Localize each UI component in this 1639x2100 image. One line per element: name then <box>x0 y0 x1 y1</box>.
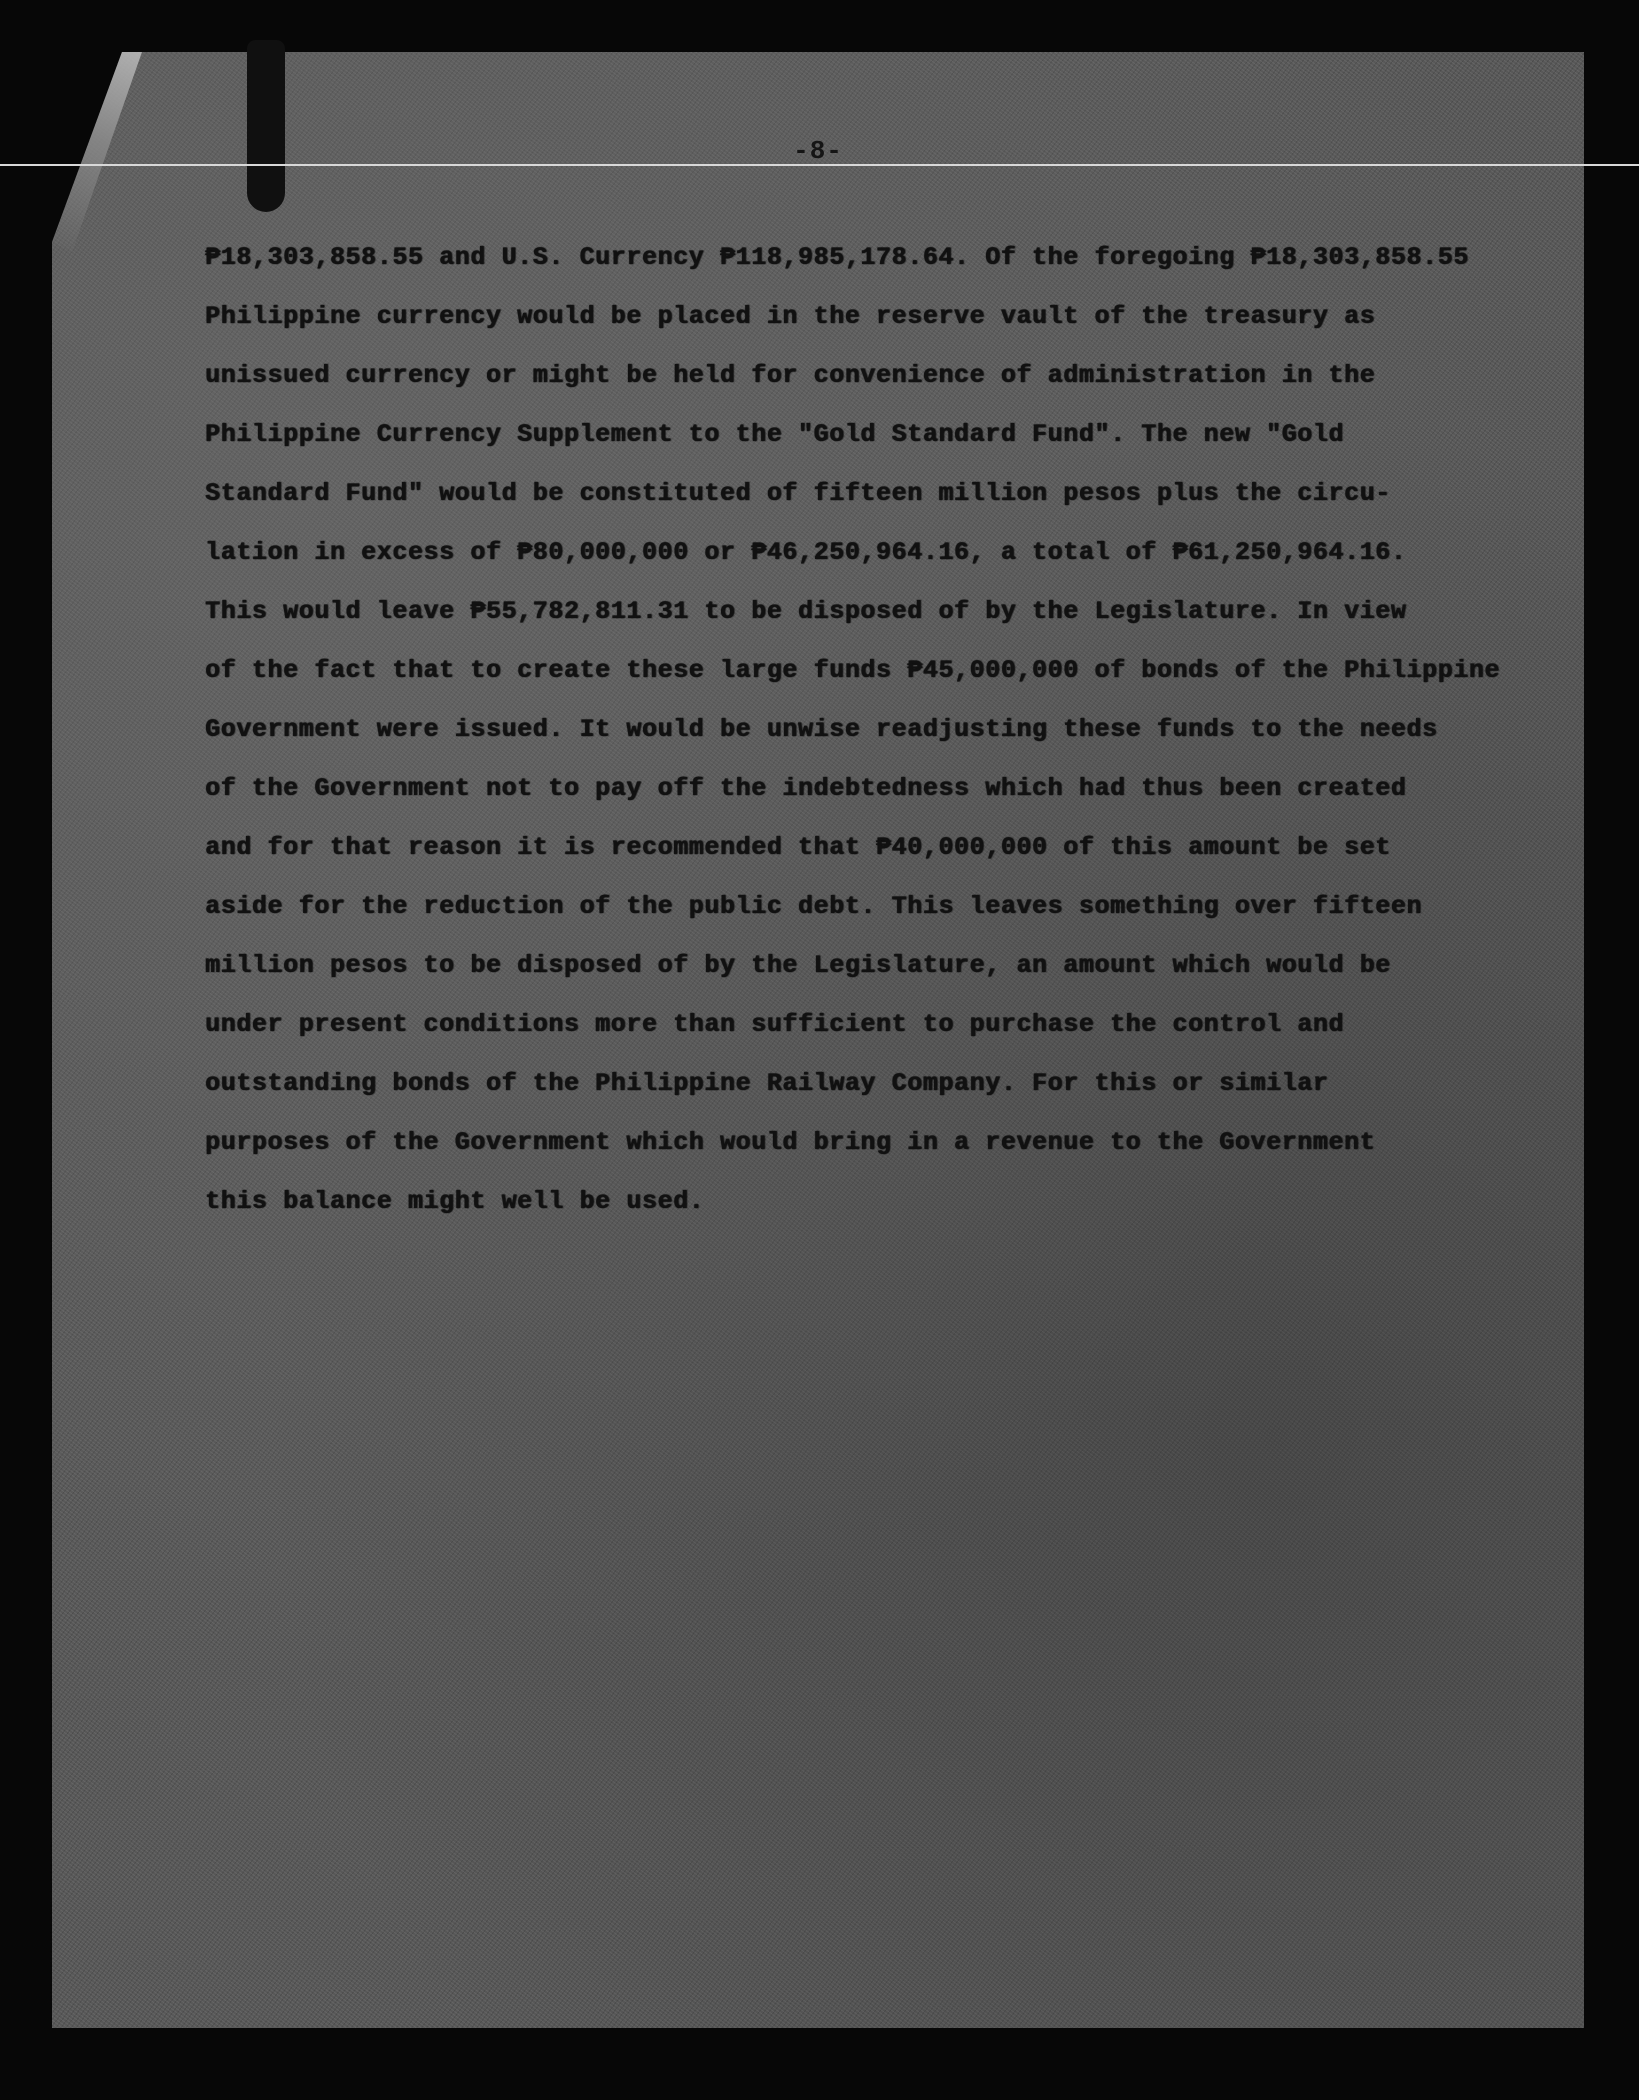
body-text <box>205 228 1505 1231</box>
text-line: of the fact that to create these large funds ₱45,000,000 of bonds of the Philippine <box>205 656 1501 685</box>
text-line: outstanding bonds of the Philippine Railway Company. For this or similar <box>205 1069 1329 1098</box>
text-line: Government were issued. It would be unwise readjusting these funds to the needs <box>205 715 1438 744</box>
text-line: million pesos to be disposed of by the Legislature, an amount which would be <box>205 951 1391 980</box>
text-line: and for that reason it is recommended that ₱40,000,000 of this amount be set <box>205 833 1391 862</box>
text-line: aside for the reduction of the public debt. This leaves something over fifteen <box>205 892 1422 921</box>
text-line: this balance might well be used. <box>205 1187 705 1216</box>
text-line: unissued currency or might be held for convenience of administration in the <box>205 361 1376 390</box>
text-line: ₱18,303,858.55 and U.S. Currency ₱118,985,178.64. Of the foregoing ₱18,303,858.55 <box>205 243 1469 272</box>
text-line: Standard Fund" would be constituted of fifteen million pesos plus the circu- <box>205 479 1391 508</box>
text-line: Philippine Currency Supplement to the "Gold Standard Fund". The new "Gold <box>205 420 1344 449</box>
text-line: This would leave ₱55,782,811.31 to be disposed of by the Legislature. In view <box>205 597 1407 626</box>
text-line: of the Government not to pay off the indebtedness which had thus been created <box>205 774 1407 803</box>
text-line: lation in excess of ₱80,000,000 or ₱46,250,964.16, a total of ₱61,250,964.16. <box>205 538 1407 567</box>
text-line: Philippine currency would be placed in the reserve vault of the treasury as <box>205 302 1376 331</box>
text-line: purposes of the Government which would bring in a revenue to the Government <box>205 1128 1376 1157</box>
text-line: under present conditions more than sufficient to purchase the control and <box>205 1010 1344 1039</box>
paper-clip-shadow <box>247 40 285 212</box>
page-number: -8- <box>793 136 843 166</box>
